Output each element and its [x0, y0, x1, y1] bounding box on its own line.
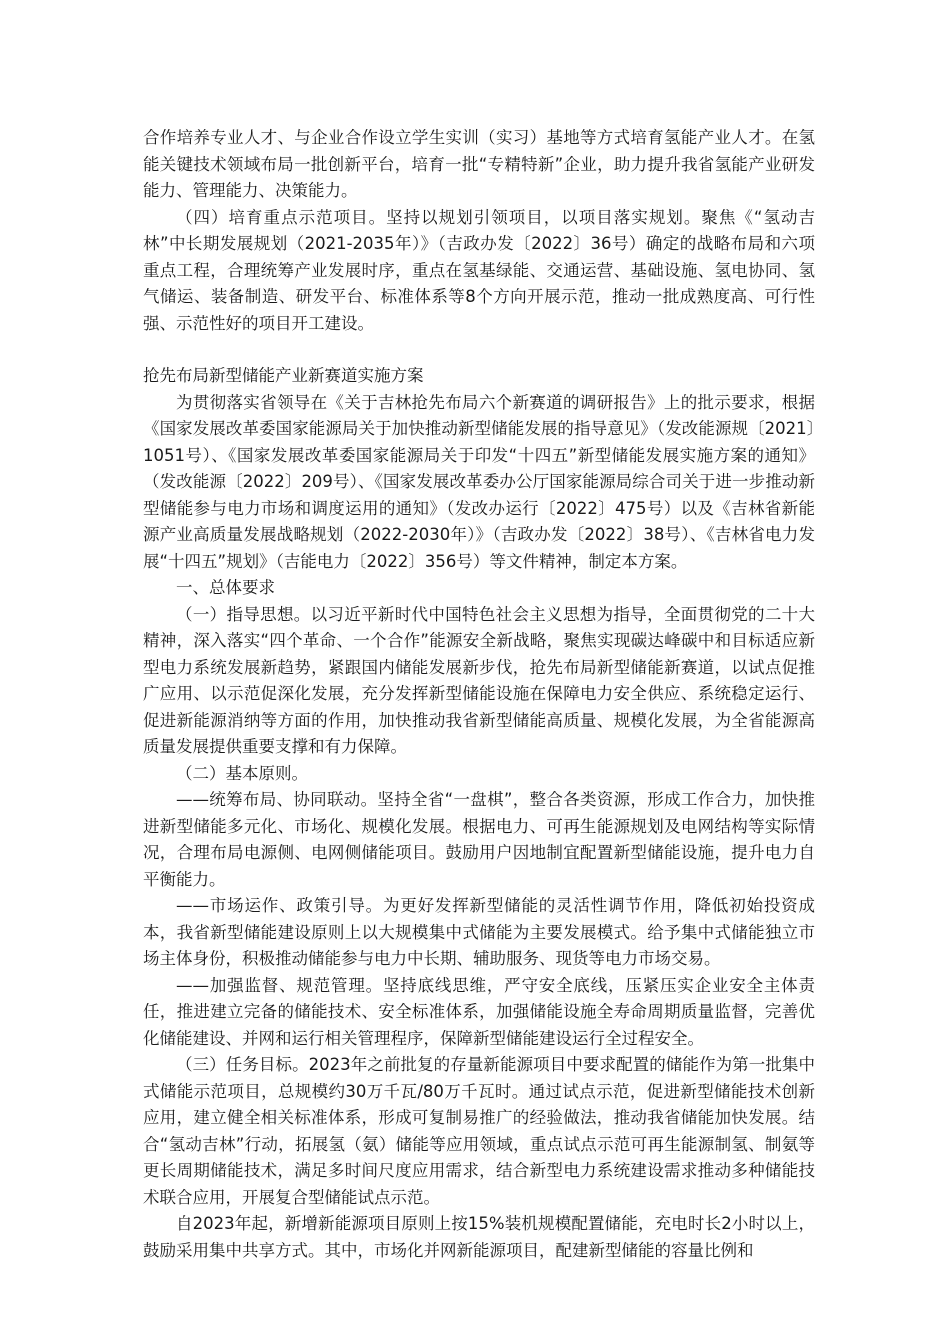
- section-title: 抢先布局新型储能产业新赛道实施方案: [143, 366, 424, 385]
- paragraph-guiding-ideology: （一）指导思想。以习近平新时代中国特色社会主义思想为指导，全面贯彻党的二十大精神，深入落实“四个革命、一个合作”能源安全新战略，聚焦实现碳达峰碳中和目标适应新型电力系统发展新趋势，紧跟国内储能发展新步伐，抢先布局新型储能新赛道，以试点促推广应用、以示范促深化发展，充分发挥新型储能设施在保障电力安全供应、系统稳定运行、促进新能源消纳等方面的作用，加快推动我省新型储能高质量、规模化发展，为全省能源高质量发展提供重要支撑和有力保障。: [143, 604, 815, 756]
- document-page: [143, 125, 815, 1264]
- paragraph-task-goals: （三）任务目标。2023年之前批复的存量新能源项目中要求配置的储能作为第一批集中式储能示范项目，总规模约30万千瓦/80万千瓦时。通过试点示范，促进新型储能技术创新应用，建立健全相关标准体系，形成可复制易推广的经验做法，推动我省储能加快发展。结合“氢动吉林”行动，拓展氢（氨）储能等应用领域，重点试点示范可再生能源制氢、制氨等更长周期储能技术，满足多时间尺度应用需求，结合新型电力系统建设需求推动多种储能技术联合应用，开展复合型储能试点示范。: [143, 1055, 815, 1207]
- paragraph-principle-supervision: ——加强监督、规范管理。坚持底线思维，严守安全底线，压紧压实企业安全主体责任，推进建立完备的储能技术、安全标准体系，加强储能设施全寿命周期质量监督，完善优化储能建设、并网和运行相关管理程序，保障新型储能建设运行全过程安全。: [143, 975, 815, 1048]
- paragraph-hydrogen-demo-projects: （四）培育重点示范项目。坚持以规划引领项目，以项目落实规划。聚焦《“氢动吉林”中长期发展规划（2021-2035年）》（吉政办发〔2022〕36号）确定的战略布局和六项重点工程，合理统筹产业发展时序，重点在氢基绿能、交通运营、基础设施、氢电协同、氢气储运、装备制造、研发平台、标准体系等8个方向开展示范，推动一批成熟度高、可行性强、示范性好的项目开工建设。: [143, 207, 815, 333]
- paragraph-preamble: 为贯彻落实省领导在《关于吉林抢先布局六个新赛道的调研报告》上的批示要求，根据《国家发展改革委国家能源局关于加快推动新型储能发展的指导意见》（发改能源规〔2021〕1051号）、《国家发展改革委国家能源局关于印发“十四五”新型储能发展实施方案的通知》（发改能源〔2022〕209号）、《国家发展改革委办公厅国家能源局综合司关于进一步推动新型储能参与电力市场和调度运用的通知》（发改办运行〔2022〕475号）以及《吉林省新能源产业高质量发展战略规划（2022-2030年）》（吉政办发〔2022〕38号）、《吉林省电力发展“十四五”规划》（吉能电力〔2022〕356号）等文件精神，制定本方案。: [143, 392, 815, 571]
- paragraph-from-2023: 自2023年起，新增新能源项目原则上按15%装机规模配置储能，充电时长2小时以上，鼓励采用集中共享方式。其中，市场化并网新能源项目，配建新型储能的容量比例和: [143, 1214, 815, 1260]
- paragraph-principle-market: ——市场运作、政策引导。为更好发挥新型储能的灵活性调节作用，降低初始投资成本，我省新型储能建设原则上以大规模集中式储能为主要发展模式。给予集中式储能独立市场主体身份，积极推动储能参与电力中长期、辅助服务、现货等电力市场交易。: [143, 896, 815, 968]
- heading-general-requirements: 一、总体要求: [176, 578, 275, 597]
- heading-basic-principles: （二）基本原则。: [176, 763, 308, 783]
- paragraph-continued: 合作培养专业人才、与企业合作设立学生实训（实习）基地等方式培育氢能产业人才。在氢能关键技术领域布局一批创新平台，培育一批“专精特新”企业，助力提升我省氢能产业研发能力、管理能力、决策能力。: [143, 128, 815, 200]
- paragraph-principle-coordination: ——统筹布局、协同联动。坚持全省“一盘棋”，整合各类资源，形成工作合力，加快推进新型储能多元化、市场化、规模化发展。根据电力、可再生能源规划及电网结构等实际情况，合理布局电源侧、电网侧储能项目。鼓励用户因地制宜配置新型储能设施，提升电力自平衡能力。: [143, 790, 815, 889]
